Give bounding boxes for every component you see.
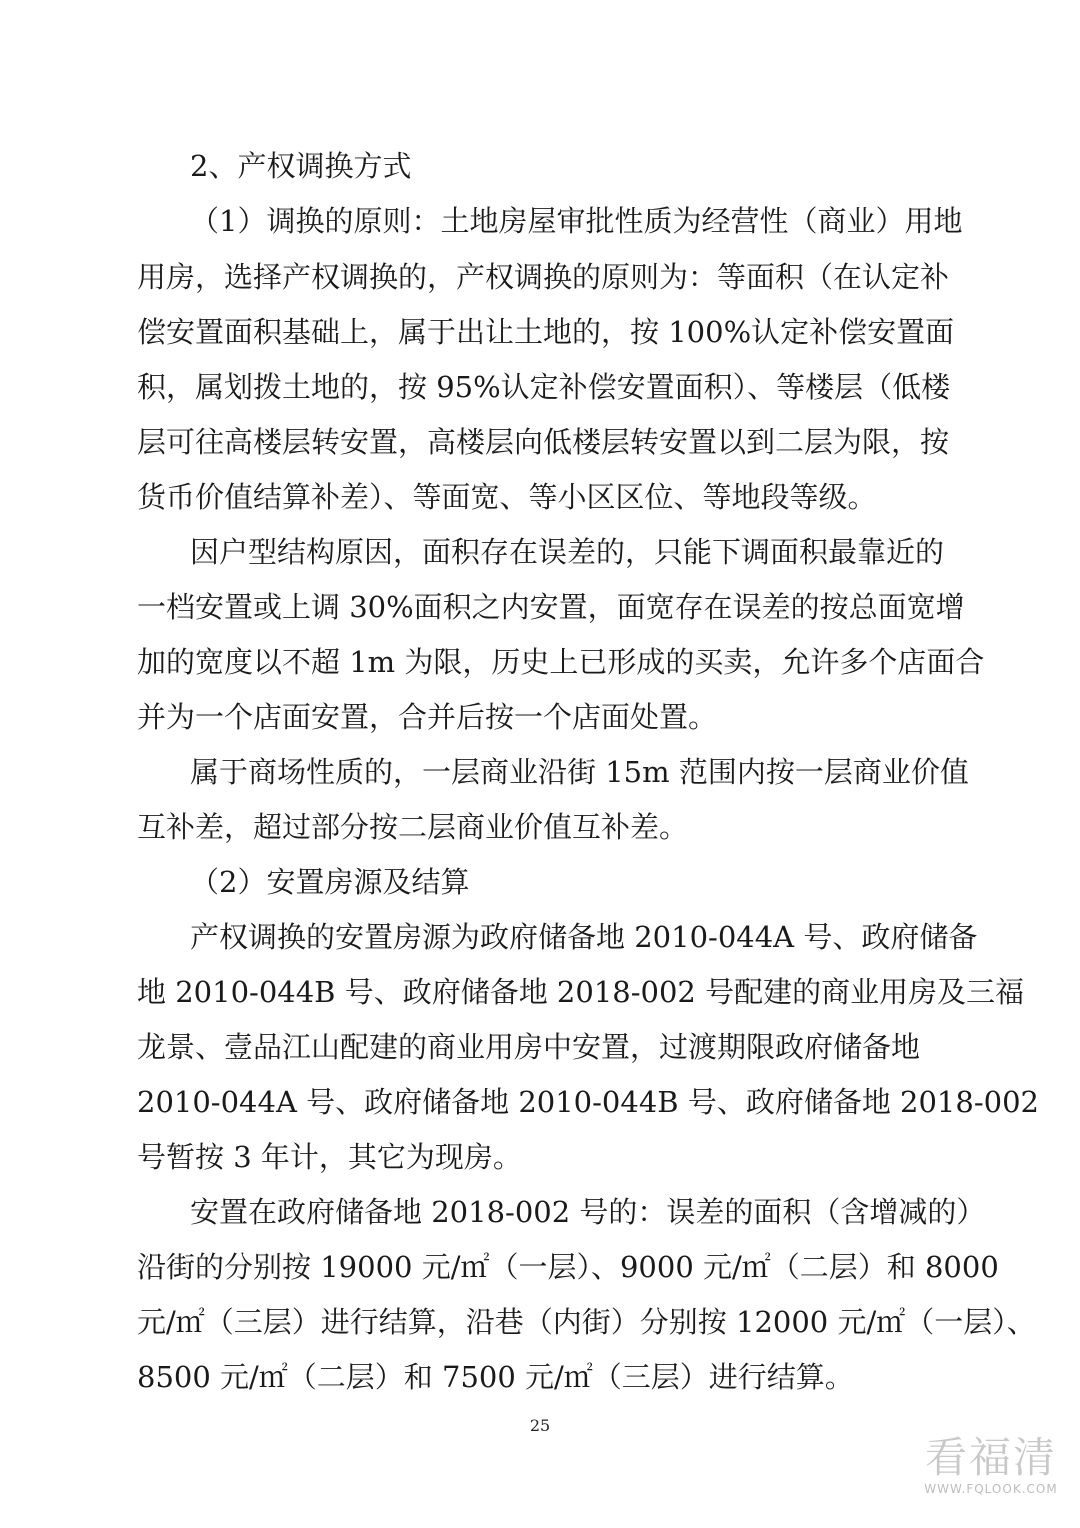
paragraph-line: 互补差，超过部分按二层商业价值互补差。 (137, 810, 689, 844)
paragraph-line: 8500 元/㎡（二层）和 7500 元/㎡（三层）进行结算。 (137, 1360, 854, 1394)
paragraph-line: 层可往高楼层转安置，高楼层向低楼层转安置以到二层为限，按 (137, 425, 950, 459)
subsection-heading: （2）安置房源及结算 (190, 865, 470, 899)
paragraph-line: 号暂按 3 年计，其它为现房。 (137, 1140, 522, 1174)
paragraph-line: 沿街的分别按 19000 元/㎡（一层）、9000 元/㎡（二层）和 8000 (137, 1250, 999, 1284)
paragraph-line: 产权调换的安置房源为政府储备地 2010-044A 号、政府储备 (190, 920, 978, 954)
paragraph-line: 元/㎡（三层）进行结算，沿巷（内街）分别按 12000 元/㎡（一层）、 (137, 1305, 1036, 1339)
paragraph-line: 并为一个店面安置，合并后按一个店面处置。 (137, 700, 718, 734)
paragraph-line: 积，属划拨土地的，按 95%认定补偿安置面积）、等楼层（低楼 (137, 370, 951, 404)
paragraph-line: 货币价值结算补差）、等面宽、等小区区位、等地段等级。 (137, 480, 877, 514)
paragraph-line: 因户型结构原因，面积存在误差的，只能下调面积最靠近的 (190, 535, 945, 569)
section-heading: 2、产权调换方式 (190, 149, 412, 183)
watermark-url: WWW.FQLOOK.COM (924, 1482, 1058, 1496)
paragraph-line: 龙景、壹品江山配建的商业用房中安置，过渡期限政府储备地 (137, 1030, 921, 1064)
paragraph-line: 安置在政府储备地 2018-002 号的：误差的面积（含增减的） (190, 1195, 986, 1229)
paragraph-line: 用房，选择产权调换的，产权调换的原则为：等面积（在认定补 (137, 260, 950, 294)
paragraph-line: 偿安置面积基础上，属于出让土地的，按 100%认定补偿安置面 (137, 315, 955, 349)
paragraph-line: 2010-044A 号、政府储备地 2010-044B 号、政府储备地 2018-002 (137, 1085, 1039, 1119)
paragraph-line: （1）调换的原则：土地房屋审批性质为经营性（商业）用地 (190, 204, 963, 238)
watermark-title: 看福清 (924, 1433, 1057, 1482)
paragraph-line: 属于商场性质的，一层商业沿街 15m 范围内按一层商业价值 (190, 755, 969, 789)
paragraph-line: 加的宽度以不超 1m 为限，历史上已形成的买卖，允许多个店面合 (137, 645, 985, 679)
watermark-logo (916, 1434, 1066, 1514)
page-number: 25 (529, 1416, 551, 1435)
paragraph-line: 一档安置或上调 30%面积之内安置，面宽存在误差的按总面宽增 (137, 590, 965, 624)
paragraph-line: 地 2010-044B 号、政府储备地 2018-002 号配建的商业用房及三福 (137, 975, 1025, 1009)
